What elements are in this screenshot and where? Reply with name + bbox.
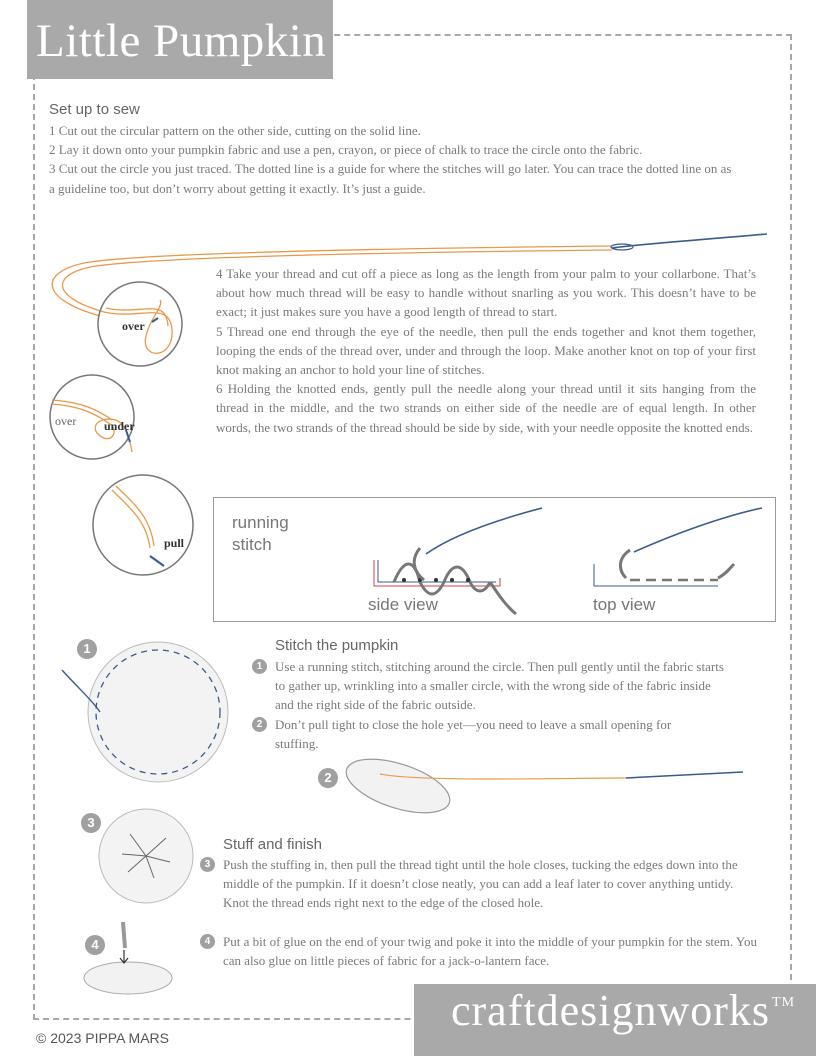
copyright: © 2023 PIPPA MARS xyxy=(36,1030,170,1046)
finish-step-4-number: 4 xyxy=(200,934,215,949)
top-view-label: top view xyxy=(593,595,656,614)
stitch-step-1-number: 1 xyxy=(252,659,267,674)
knot-label-over-1: over xyxy=(122,319,145,333)
setup-step-1: 1 Cut out the circular pattern on the other side, cutting on the solid line. xyxy=(49,123,421,138)
stitch-step-1: Use a running stitch, stitching around the circle. Then pull gently until the fabric starts to gather up, wrinkling into a smaller circle, with the wrong side of the fabric inside and the right side of the fabric outside. xyxy=(275,659,724,713)
running-stitch-title: running stitch xyxy=(232,513,289,554)
finish-heading: Stuff and finish xyxy=(223,836,322,853)
figure-number-3: 3 xyxy=(81,813,101,833)
setup-step-3: 3 Cut out the circle you just traced. The dotted line is a guide for where the stitches will go later. You can trace the dotted line on as a guideline too, but don’t worry about getting it exactly. It’s just a guide. xyxy=(49,161,732,196)
stitch-step-2-number: 2 xyxy=(252,717,267,732)
figure-number-1: 1 xyxy=(77,639,97,659)
page-title: Little Pumpkin xyxy=(36,15,327,67)
figure-number-2: 2 xyxy=(318,768,338,788)
thread-step-6: 6 Holding the knotted ends, gently pull the needle along your thread until it sits hanging from the thread in the middle, and the two strands on either side of the needle are of equal length. In other words, the two strands of the thread should be side by side, with your needle opposite the knotted ends. xyxy=(216,381,756,435)
stitch-step-2: Don’t pull tight to close the hole yet—you need to leave a small opening for stuffing. xyxy=(275,717,672,752)
thread-steps xyxy=(216,264,756,437)
brand-logo: craftdesignworks ™ xyxy=(451,986,796,1035)
stitch-heading: Stitch the pumpkin xyxy=(275,637,399,654)
side-view-label: side view xyxy=(368,595,438,614)
finish-step-3b: Knot the thread ends right next to the edge of the closed hole. xyxy=(223,895,544,911)
knot-label-under: under xyxy=(104,419,135,433)
setup-heading: Set up to sew xyxy=(49,101,140,118)
knot-label-pull: pull xyxy=(164,536,185,550)
finish-step-4: Put a bit of glue on the end of your twig and poke it into the middle of your pumpkin for the stem. You can also glue on little pieces of fabric for a jack-o-lantern face. xyxy=(223,934,758,969)
running-stitch-panel xyxy=(213,497,776,622)
thread-step-5: 5 Thread one end through the eye of the needle, then pull the ends together and knot them together, looping the ends of the thread over, under and through the loop. Make another knot on top of your first knot making an anchor to hold your line of stitches. xyxy=(216,323,756,378)
finish-step-3: Push the stuffing in, then pull the thread tight until the hole closes, tucking the edges down into the middle of the pumpkin. If it doesn’t close neatly, you can add a leaf later to cover anything untidy. Knot the thread ends right next to the edge of the closed hole. xyxy=(223,855,763,913)
running-stitch-diagram xyxy=(214,498,775,621)
figure-number-4: 4 xyxy=(85,935,105,955)
setup-step-2: 2 Lay it down onto your pumpkin fabric and use a pen, crayon, or piece of chalk to trace the circle onto the fabric. xyxy=(49,142,643,158)
knot-label-over-2: over xyxy=(55,414,77,428)
finish-step-3-number: 3 xyxy=(200,857,215,872)
thread-step-4: 4 Take your thread and cut off a piece as long as the length from your palm to your collarbone. That’s about how much thread will be easy to handle without snarling as you work. This doesn’t have to be exact; it just makes sure you have a good length of thread to start. xyxy=(216,266,756,320)
